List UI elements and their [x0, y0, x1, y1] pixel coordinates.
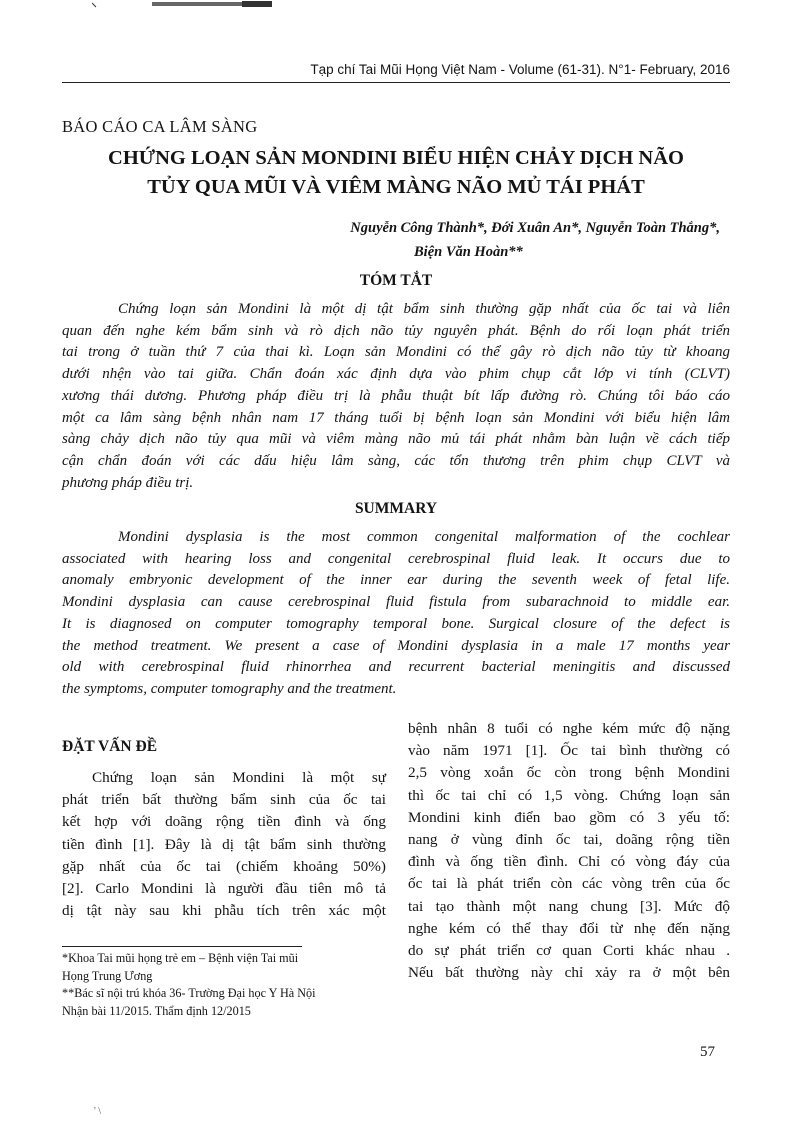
- journal-header: Tạp chí Tai Mũi Họng Việt Nam - Volume (61-31). N°1- February, 2016: [310, 62, 730, 77]
- body-line: Chứng loạn sản Mondini là một sự: [92, 769, 386, 786]
- scan-artifact-bottom: ' \: [94, 1106, 102, 1117]
- footnote-line: Họng Trung Ương: [62, 968, 153, 983]
- body-line: do sự phát triển cơ quan Corti khác nhau .: [408, 942, 730, 960]
- header-rule: [62, 82, 730, 83]
- summary-body: [62, 527, 730, 701]
- left-column: [62, 726, 386, 922]
- footnotes: [62, 950, 386, 1020]
- tom-tat-line: sàng chảy dịch não tủy qua mũi và viêm màng não mủ tái phát nhằm bàn luận về cách tiếp: [62, 431, 730, 448]
- article-title: [62, 144, 730, 202]
- title-line-2: TỦY QUA MŨI VÀ VIÊM MÀNG NÃO MỦ TÁI PHÁT: [147, 176, 645, 198]
- body-line: Mondini kinh điển bao gồm có 3 yếu tố:: [408, 808, 730, 826]
- body-line: nghe kém có thể thay đổi từ nhẹ đến nặng: [408, 919, 730, 937]
- authors: [200, 216, 720, 264]
- summary-line: old with cerebrospinal fluid rhinorrhea and recurrent bacterial meningitis and discussed: [62, 659, 730, 676]
- footnote-line: Nhận bài 11/2015. Thẩm định 12/2015: [62, 1003, 251, 1018]
- body-line: dị tật này sau khi phẫu tích trên xác một: [62, 902, 386, 920]
- tom-tat-line: quan đến nghe kém bẩm sinh và rò dịch não tủy nguyên phát. Bệnh do rối loạn phát triển: [62, 322, 730, 339]
- footnote-line: **Bác sĩ nội trú khóa 36- Trường Đại học Y Hà Nội: [62, 986, 316, 1000]
- body-line: tiền đình [1]. Đây là dị tật bẩm sinh thường: [62, 835, 386, 853]
- footnote-rule: [62, 946, 302, 947]
- tom-tat-heading: TÓM TẮT: [359, 272, 433, 289]
- scan-artifact-top: [92, 0, 282, 10]
- body-line: bệnh nhân 8 tuổi có nghe kém mức độ nặng: [408, 720, 730, 737]
- footnote-line: *Khoa Tai mũi họng trẻ em – Bệnh viện Tai mũi: [62, 951, 299, 965]
- tom-tat-line: phương pháp điều trị.: [62, 474, 194, 491]
- section-label: BÁO CÁO CA LÂM SÀNG: [62, 117, 258, 136]
- page-number: 57: [700, 1044, 715, 1060]
- title-line-1: CHỨNG LOẠN SẢN MONDINI BIỂU HIỆN CHẢY DỊCH NÃO: [108, 147, 684, 169]
- summary-line: the method treatment. We present a case of Mondini dysplasia in a male 17 months year: [62, 637, 730, 654]
- body-line: kết hợp với doãng rộng tiền đình và ống: [62, 813, 386, 831]
- tom-tat-line: cận chẩn đoán với các dấu hiệu lâm sàng, các tổn thương trên phim chụp CLVT và: [62, 452, 730, 469]
- left-column-text: [62, 767, 386, 922]
- tom-tat-line: xương thái dương. Phương pháp điều trị là phẫu thuật bít lấp đường rò. Chúng tôi báo cáo: [62, 387, 730, 404]
- body-line: vào năm 1971 [1]. Ốc tai bình thường có: [408, 742, 730, 760]
- body-line: phát triển bất thường bẩm sinh của ốc tai: [62, 791, 386, 809]
- summary-line: associated with hearing loss and congenital cerebrospinal fluid leak. It occurs due to: [62, 550, 730, 567]
- tom-tat-line: tai trong ở tuần thứ 7 của thai kì. Loạn sản Mondini có thể gây rò dịch não tủy từ khoang: [62, 344, 730, 361]
- summary-line: Mondini dysplasia can cause cerebrospinal fluid fistula from subarachnoid to middle ear.: [62, 594, 730, 611]
- summary-heading: SUMMARY: [354, 500, 438, 517]
- authors-line-2: Biện Văn Hoàn**: [414, 244, 523, 260]
- right-column: [408, 718, 730, 984]
- body-line: đình và ống tiền đình. Chỉ có vòng đáy của: [408, 853, 730, 871]
- section-heading-dat-van-de: ĐẶT VẤN ĐỀ: [62, 738, 158, 755]
- summary-line: It is diagnosed on computer tomography temporal bone. Surgical closure of the defect is: [62, 615, 730, 632]
- body-line: ốc tai là phát triển còn các vòng trên của ốc: [408, 875, 730, 893]
- authors-line-1: Nguyễn Công Thành*, Đới Xuân An*, Nguyễn Toàn Thắng*,: [350, 220, 720, 236]
- body-line: Nếu bất thường này chỉ xảy ra ở một bên: [408, 964, 730, 982]
- body-line: nang ở vùng đỉnh ốc tai, doãng rộng tiền: [408, 831, 730, 849]
- tom-tat-line: dưới nhện vào tai giữa. Chẩn đoán xác định dựa vào phim chụp cắt lớp vi tính (CLVT): [62, 366, 730, 383]
- tom-tat-line: Chứng loạn sản Mondini là một dị tật bẩm sinh thường gặp nhất của ốc tai và liên: [118, 301, 730, 317]
- tom-tat-body: [62, 299, 730, 494]
- body-line: tai tạo thành một nang chung [3]. Mức độ: [408, 897, 730, 915]
- summary-line: anomaly embryonic development of the inner ear during the seventh week of fetal life.: [62, 572, 730, 589]
- tom-tat-line: một ca lâm sàng bệnh nhân nam 17 tháng tuổi bị bệnh loạn sản Mondini với biểu hiện lâm: [62, 409, 730, 426]
- summary-line: the symptoms, computer tomography and the treatment.: [62, 680, 397, 697]
- body-line: 2,5 vòng xoắn ốc còn trong bệnh Mondini: [408, 764, 730, 782]
- body-line: [2]. Carlo Mondini là người đầu tiên mô tả: [62, 880, 386, 898]
- right-column-text: [408, 718, 730, 984]
- body-line: thì ốc tai chỉ có 1,5 vòng. Chứng loạn sản: [408, 786, 730, 804]
- body-line: gặp nhất của ốc tai (chiếm khoảng 50%): [62, 857, 386, 875]
- summary-line: Mondini dysplasia is the most common congenital malformation of the cochlear: [118, 529, 730, 545]
